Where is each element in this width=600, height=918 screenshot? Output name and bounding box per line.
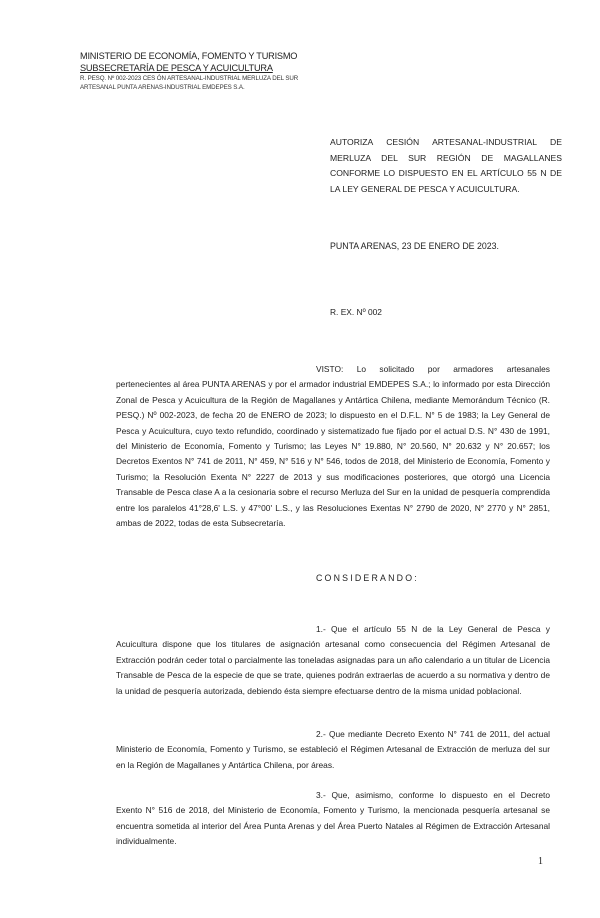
considerando-1-section [116,622,550,699]
reference-line-2: ARTESANAL PUNTA ARENAS-INDUSTRIAL EMDEPES S.A. [80,84,245,91]
visto-section [116,362,550,531]
ministry-name: MINISTERIO DE ECONOMÍA, FOMENTO Y TURISMO [80,51,298,61]
visto-paragraph: VISTO: Lo solicitado por armadores artesanales pertenecientes al área PUNTA ARENAS y por el armador industrial EMDEPES S.A.; lo informado por esta Dirección Zonal de Pesca y Acuicultura de la Región de Magallanes y Antártica Chilena, mediante Memorándum Técnico (R. PESQ.) Nº 002-2023, de fecha 20 de ENERO de 2023; lo dispuesto en el D.F.L. N° 5 de 1983; la Ley General de Pesca y Acuicultura, cuyo texto refundido, coordinado y sistematizado fue fijado por el actual D.S. N° 430 de 1991, del Ministerio de Economía, Fomento y Turismo; las Leyes N° 19.880, N° 20.560, N° 20.632 y N° 20.657; los Decretos Exentos N° 741 de 2011, N° 459, N° 516 y N° 546, todos de 2018, del Ministerio de Economía, Fomento y Turismo; la Resolución Exenta N° 2227 de 2013 y sus modificaciones posteriores, que otorgó una Licencia Transable de Pesca clase A a la cesionaria sobre el recurso Merluza del Sur en la unidad de pesquería comprendida entre los paralelos 41°28,6' L.S. y 47°00' L.S., y las Resoluciones Exentas N° 2790 de 2020, N° 2770 y N° 2851, ambas de 2022, todas de esta Subsecretaría. [116,364,550,529]
considerando-heading: CONSIDERANDO: [316,573,419,583]
resolution-date: PUNTA ARENAS, 23 DE ENERO DE 2023. [330,241,499,251]
considerando-3-section [116,788,550,850]
page-number: 1 [538,856,543,867]
resolution-number: R. EX. Nº 002 [330,307,382,317]
reference-line: R. PESQ. Nº 002-2023 CES ÓN ARTESANAL-INDUSTRIAL MERLUZA DEL SUR [80,75,299,82]
resolution-title: AUTORIZA CESIÓN ARTESANAL-INDUSTRIAL DE MERLUZA DEL SUR REGIÓN DE MAGALLANES CONFORME LO DISPUESTO EN EL ARTÍCULO 55 N DE LA LEY GENERAL DE PESCA Y ACUICULTURA. [330,137,562,194]
considerando-3-paragraph: 3.- Que, asimismo, conforme lo dispuesto en el Decreto Exento N° 516 de 2018, del Ministerio de Economía, Fomento y Turismo, la mencionada pesquería artesanal se encuentra sometida al interior del Área Punta Arenas y del Área Puerto Natales al Régimen de Extracción Artesanal individualmente. [116,790,550,847]
considerando-2-section [116,727,550,773]
considerando-2-paragraph: 2.- Que mediante Decreto Exento N° 741 de 2011, del actual Ministerio de Economía, Fomento y Turismo, se estableció el Régimen Artesanal de Extracción de merluza del sur en la Región de Magallanes y Antártica Chilena, por áreas. [116,729,550,770]
institution-header [80,50,320,92]
subsecretariat-name: SUBSECRETARÍA DE PESCA Y ACUICULTURA [80,63,273,73]
considerando-1-paragraph: 1.- Que el artículo 55 N de la Ley General de Pesca y Acuicultura dispone que los titulares de asignación artesanal como consecuencia del Régimen Artesanal de Extracción podrán ceder total o parcialmente las toneladas asignadas para un año calendario a un titular de Licencia Transable de Pesca de la especie de que se trate, quienes podrán extraerlas de acuerdo a su normativa y dentro de la unidad de pesquería autorizada, debiendo ésta siempre efectuarse dentro de la misma unidad poblacional. [116,624,550,696]
